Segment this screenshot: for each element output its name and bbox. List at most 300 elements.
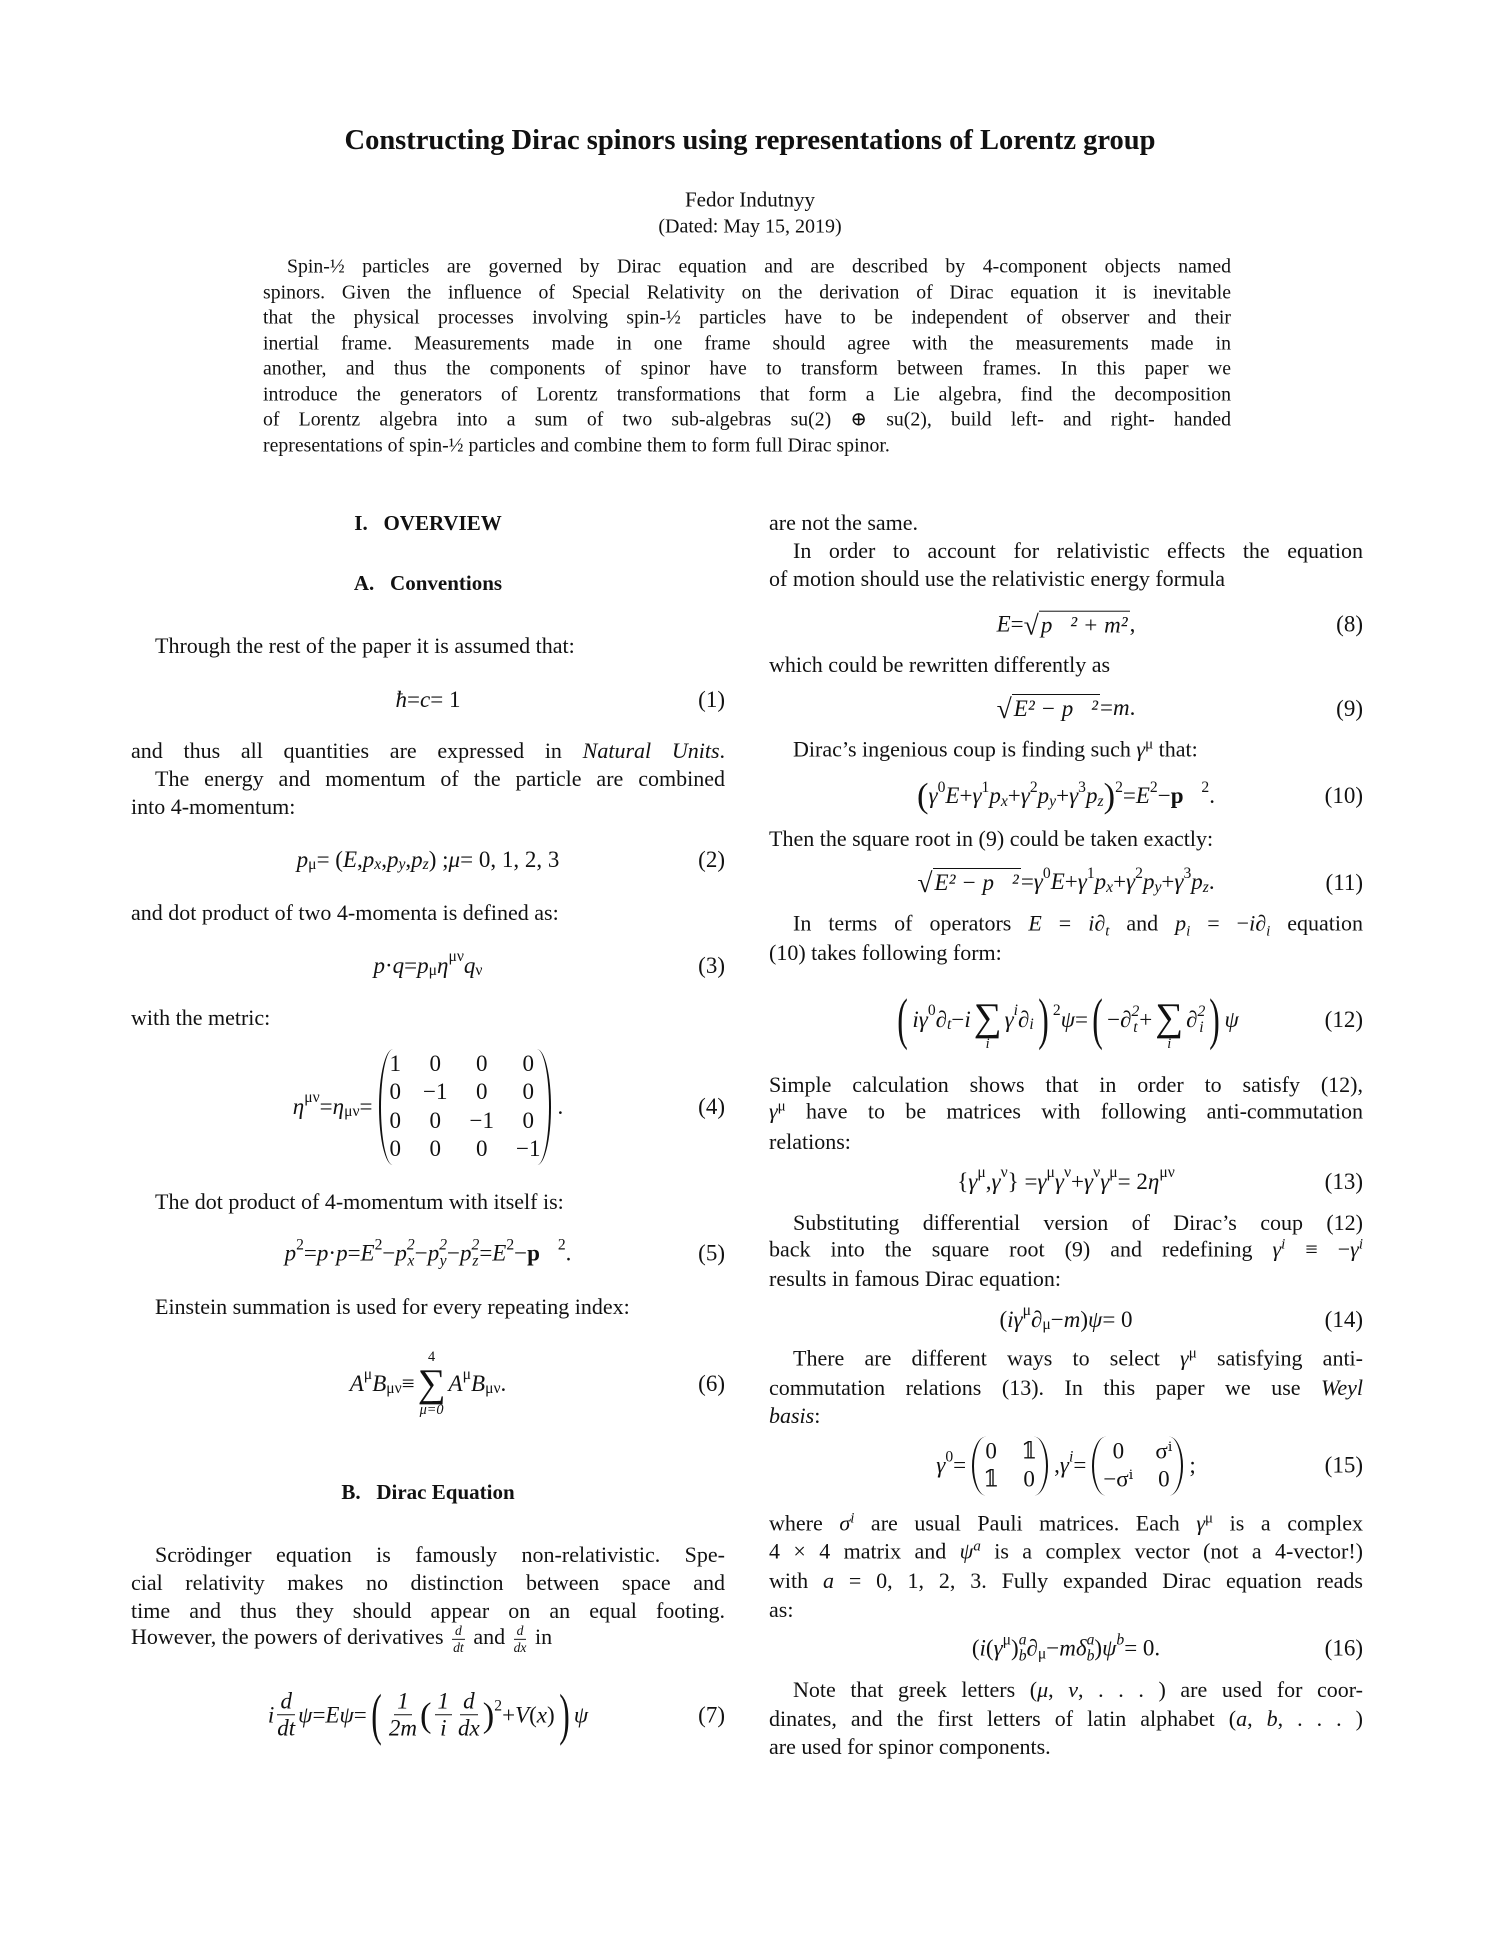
square-root [997, 694, 1100, 723]
author-name: Fedor Indutnyy [684, 187, 816, 212]
math-run: γ [1037, 1169, 1047, 1194]
math-run: μ [1002, 1631, 1012, 1649]
text-run: is a complex vector (not a 4-vector!) [980, 1538, 1363, 1564]
equation-number: (12) [1324, 1007, 1363, 1032]
math-run: μ [1037, 1677, 1049, 1702]
math-run: 0 [937, 778, 946, 796]
math-run: i [1266, 923, 1271, 940]
math-run: i [1249, 910, 1256, 936]
text-run: = [1073, 1453, 1087, 1478]
equation-number: (6) [698, 1371, 725, 1396]
text-run: ≡ [401, 1371, 415, 1396]
equation-body [999, 1302, 1133, 1334]
math-run: η [332, 1094, 345, 1119]
math-run: a [1236, 1706, 1248, 1731]
equation-body [917, 776, 1215, 815]
text-run: 4 × 4 matrix and [769, 1538, 960, 1564]
paragraph-line [769, 1705, 1363, 1733]
text-run: } = [1007, 1169, 1038, 1194]
text-run: ) [547, 1702, 555, 1727]
text-run: ( [985, 1636, 994, 1661]
paragraph-line: are not the same. [769, 510, 919, 535]
text-run: = 2 [1117, 1169, 1148, 1194]
math-run: 2 [1052, 1002, 1061, 1020]
matrix-cell: 1 [389, 1051, 401, 1077]
text-run: + [959, 783, 973, 808]
math-run: E [1050, 869, 1065, 895]
paragraph-line: Simple calculation shows that in order to satisfy (12), [769, 1072, 1363, 1097]
math-run: p [460, 1241, 472, 1266]
math-run: p [1191, 869, 1203, 895]
math-run: γ [769, 1098, 778, 1124]
math-run: E [1135, 783, 1150, 808]
math-run: z [1097, 792, 1104, 810]
matrix [379, 1049, 552, 1165]
paragraph-line [131, 1623, 725, 1655]
text-run: ; [1189, 1453, 1196, 1478]
math-run: μ [462, 1366, 471, 1384]
sub-superscript [472, 1238, 480, 1271]
text-run: Dirac’s ingenious coup is finding such [793, 736, 1137, 762]
text-run: − [514, 1241, 528, 1266]
text-run: ) [1080, 1307, 1089, 1332]
text-run: − [414, 1241, 428, 1266]
matrix-cell: 0 [475, 1136, 488, 1162]
sum-lower-limit: μ=0 [419, 1402, 444, 1419]
text-run: , [357, 847, 363, 872]
paragraph-line [769, 1567, 1363, 1595]
math-run: B [471, 1371, 486, 1396]
equation-number: (13) [1324, 1169, 1363, 1194]
paragraph-line [769, 1345, 1363, 1376]
abstract-line: introduce the generators of Lorentz transformations that form a Lie algebra, find the decomposition [263, 383, 1231, 405]
math-run: γ [1100, 1169, 1110, 1194]
math-run: η [437, 953, 449, 978]
equation-body [893, 989, 1239, 1051]
equation [769, 1164, 1363, 1195]
text-run: Note that greek letters ( [793, 1677, 1038, 1702]
equation-number: (9) [1336, 696, 1363, 721]
math-run: 0 [945, 1448, 954, 1466]
math-run: b [1116, 1631, 1125, 1649]
matrix-cell: 0 [1112, 1438, 1125, 1464]
fraction [452, 1623, 465, 1655]
matrix [1092, 1437, 1183, 1496]
math-run: E [492, 1241, 507, 1266]
text-run: dinates, and the first letters of latin alphabet ( [769, 1706, 1237, 1731]
matrix-cell: 0 [389, 1079, 401, 1105]
denominator: dx [513, 1639, 527, 1655]
text-run: . [565, 1241, 572, 1266]
math-run: p [386, 847, 399, 872]
paragraph-line [769, 1236, 1363, 1267]
equation [769, 1633, 1363, 1666]
text-run: = 0. [1124, 1636, 1161, 1661]
summation [974, 989, 1002, 1051]
text-run: + [1139, 1007, 1153, 1032]
math-run: γ [918, 1007, 928, 1032]
math-run: γ [1180, 1345, 1189, 1371]
parenthesis: ) [1103, 776, 1116, 815]
matrix-cell: 0 [522, 1051, 534, 1077]
math-run: 0 [927, 1002, 936, 1020]
text-run: = [347, 1241, 361, 1266]
math-run: E [945, 783, 960, 808]
math-run: 2 [1135, 864, 1143, 882]
text-run: ∂ [1186, 1007, 1198, 1032]
matrix-cell: 0 [475, 1079, 488, 1105]
text-run: = − [1190, 910, 1250, 936]
text-run: + [1007, 783, 1021, 808]
dated-line: (Dated: May 15, 2019) [658, 215, 842, 238]
text-run: and thus all quantities are expressed in [131, 738, 583, 763]
equation-body [373, 948, 483, 980]
equation-body [917, 864, 1215, 898]
math-run: x [536, 1702, 548, 1727]
subscript: x [407, 1253, 415, 1270]
math-run: μ [1037, 1645, 1047, 1663]
math-run: Natural Units [582, 738, 720, 763]
math-run: i [1358, 1236, 1363, 1253]
text-run: = [353, 1702, 367, 1727]
radical-sign-icon: √ [917, 867, 933, 898]
paragraph-line: Through the rest of the paper it is assumed that: [155, 633, 575, 658]
equation-body [396, 687, 461, 713]
text-run: commutation relations (13). In this paper we use [769, 1375, 1322, 1400]
sum-upper-limit: 4 [428, 1349, 436, 1366]
text-run: = [479, 1241, 493, 1266]
paragraph-line: which could be rewritten differently as [769, 652, 1111, 677]
math-run: i [912, 1007, 919, 1032]
subscript: b [1018, 1648, 1027, 1665]
equation-body [957, 1164, 1175, 1195]
fraction [435, 1688, 453, 1742]
matrix-cell: 0 [429, 1108, 441, 1133]
math-run: μ [1022, 1302, 1031, 1320]
paragraph-line: The dot product of 4-momentum with itself is: [155, 1189, 564, 1214]
denominator: dt [277, 1715, 296, 1741]
text-run: = [404, 953, 418, 978]
paragraph-line [769, 910, 1363, 941]
text-run: = [407, 687, 421, 712]
summation [418, 1350, 446, 1418]
math-run: μν [448, 948, 464, 966]
math-run: ψ [1102, 1636, 1117, 1661]
math-run: i [1281, 1236, 1286, 1253]
text-run: + [1064, 869, 1078, 895]
math-run: p [336, 1241, 348, 1266]
math-run: γ [991, 1169, 1001, 1194]
math-run: x [1106, 878, 1114, 896]
text-run: . [1208, 869, 1215, 895]
math-run: q [463, 953, 476, 978]
math-run: ν [1063, 1164, 1072, 1182]
math-run: i [1013, 1002, 1019, 1020]
abstract-line: Spin-½ particles are governed by Dirac equation and are described by 4-component objects named [287, 255, 1231, 278]
equation-number: (2) [698, 847, 725, 872]
text-run: = [1010, 612, 1024, 637]
text-run: = 0 [1102, 1307, 1133, 1332]
math-run: E [996, 612, 1011, 637]
math-run: t [1105, 923, 1110, 940]
superscript: a [1018, 1631, 1027, 1649]
text-run: + [1071, 1169, 1085, 1194]
math-run: μ [1109, 1164, 1118, 1182]
math-run: p [1175, 910, 1187, 936]
paragraph-line [769, 1374, 1363, 1402]
math-run: 2 [374, 1236, 383, 1254]
math-run: A [448, 1371, 463, 1396]
numerator: d [514, 1623, 527, 1640]
math-run: Weyl [1321, 1375, 1363, 1400]
paragraph-line: are used for spinor components. [769, 1734, 1051, 1759]
text-run: There are different ways to select [793, 1345, 1181, 1371]
abstract-line: representations of spin-½ particles and combine them to form full Dirac spinor. [263, 434, 890, 456]
text-run: ∂ [935, 1007, 948, 1032]
parenthesis: ( [420, 1695, 432, 1734]
math-run: i [1186, 923, 1191, 940]
matrix-cell: 𝟙 [1021, 1438, 1038, 1464]
equation-body [936, 1437, 1195, 1496]
math-run: E [325, 1702, 340, 1727]
equation [769, 989, 1363, 1051]
math-run: A [349, 1371, 364, 1396]
sum-lower-limit: i [1167, 1035, 1172, 1052]
text-run: where [769, 1510, 840, 1536]
equation-body [285, 1238, 572, 1271]
square-root [917, 868, 1020, 897]
math-run: γ [1004, 1007, 1014, 1032]
subscript: i [1199, 1019, 1204, 1036]
math-run: γ [1054, 1169, 1064, 1194]
math-run: p [411, 847, 423, 872]
math-run: E [342, 847, 358, 872]
math-run: 1 [1086, 864, 1095, 882]
fraction [458, 1688, 480, 1742]
parenthesis: ) [1038, 988, 1049, 1052]
fraction [389, 1688, 417, 1742]
math-run: b [1266, 1706, 1278, 1731]
text-run: have to be matrices with following anti-commutation [785, 1098, 1363, 1124]
equation [769, 1302, 1363, 1334]
numerator: 1 [394, 1688, 412, 1715]
numerator: d [452, 1623, 465, 1640]
equation [131, 948, 725, 980]
abstract-line: spinors. Given the influence of Special Relativity on the derivation of Dirac equation it is inevitable [263, 281, 1231, 303]
math-run: c [420, 687, 431, 712]
math-run: ψ [339, 1702, 354, 1727]
radicand: E² − p⃗² [934, 870, 1019, 895]
text-run: , . . . ) [1277, 1706, 1364, 1731]
subsection-heading-dirac-equation: B. Dirac Equation [341, 1480, 515, 1504]
matrix-cell: −1 [469, 1108, 494, 1133]
text-run: , [1129, 612, 1136, 637]
text-run: − [382, 1241, 396, 1266]
sub-superscript [1019, 1633, 1027, 1666]
superscript: 2 [439, 1236, 448, 1254]
matrix-cell: 0 [429, 1136, 441, 1162]
text-run: = [312, 1702, 326, 1727]
equation [131, 1683, 725, 1747]
equation [769, 864, 1363, 898]
paragraph-line: Scrödinger equation is famously non-relativistic. Spe- [155, 1542, 725, 1567]
text-run: . [1129, 695, 1136, 721]
numerator: d [277, 1688, 295, 1715]
text-run: However, the powers of derivatives [131, 1624, 450, 1650]
math-run: γ [993, 1636, 1003, 1661]
text-run: : [814, 1403, 821, 1428]
text-run: − [1157, 783, 1171, 808]
parenthesis: ) [558, 1683, 570, 1747]
equation-body [297, 847, 560, 873]
math-run: μν [386, 1380, 402, 1398]
sub-superscript [1087, 1633, 1095, 1666]
equation [769, 1437, 1363, 1496]
text-run: ( [999, 1307, 1008, 1332]
parenthesis: ( [1092, 988, 1103, 1052]
math-run: γ [1020, 783, 1030, 808]
abstract-line: inertial frame. Measurements made in one frame should agree with the measurements made in [263, 332, 1231, 354]
math-run: η [292, 1094, 305, 1119]
text-run: · [328, 1241, 337, 1266]
text-run: , [1247, 1706, 1267, 1731]
text-run: that: [1153, 736, 1198, 762]
text-run: + [1161, 869, 1175, 895]
numerator: d [460, 1688, 478, 1715]
math-run: μ [777, 1098, 786, 1115]
math-run: γ [1126, 869, 1136, 895]
text-run: . [500, 1371, 507, 1396]
math-run: z [1202, 878, 1209, 896]
text-run: + [1056, 783, 1070, 808]
math-run: 2 [506, 1236, 515, 1254]
matrix-cell: 0 [475, 1051, 488, 1077]
math-run: 0 [1042, 864, 1051, 882]
equation-number: (10) [1324, 783, 1363, 808]
math-run: γ [1059, 1453, 1069, 1478]
abstract-line: that the physical processes involving spin-½ particles have to be independent of observer and their [263, 306, 1231, 329]
math-run: p [427, 1241, 440, 1266]
paragraph-line: Then the square root in (9) could be taken exactly: [769, 826, 1214, 851]
equation-number: (14) [1324, 1307, 1363, 1332]
math-run: γ [1033, 869, 1043, 895]
equation-body [267, 1683, 589, 1747]
text-run: = 0, 1, 2, 3 [460, 847, 560, 872]
text-run: = ( [316, 847, 343, 872]
text-run: ) [1094, 1636, 1103, 1661]
math-run: m [1059, 1636, 1076, 1661]
math-run: ħ [395, 687, 408, 712]
subscript: b [1086, 1648, 1095, 1665]
math-run: μν [485, 1380, 501, 1398]
math-run: p [296, 847, 309, 872]
sigma-icon: ∑ [1155, 995, 1184, 1039]
equation [769, 694, 1363, 724]
equation [769, 776, 1363, 815]
sub-superscript [407, 1238, 415, 1271]
math-run: x [1000, 792, 1008, 810]
equation-body [350, 1350, 507, 1418]
subscript: z [472, 1253, 479, 1270]
math-run: δ [1075, 1636, 1087, 1661]
text-run: = [953, 1453, 967, 1478]
equation-number: (1) [698, 687, 725, 712]
fraction [514, 1623, 527, 1655]
math-run: σ [839, 1510, 851, 1536]
text-run: equation [1270, 910, 1363, 936]
text-run: − [447, 1241, 460, 1266]
text-run: = [1075, 1007, 1088, 1032]
equation-body [997, 694, 1136, 723]
math-run: p [1094, 869, 1107, 895]
math-run: y [398, 856, 406, 874]
text-run: , [985, 1169, 992, 1194]
math-run: m [1063, 1307, 1081, 1332]
equation-number: (8) [1336, 612, 1363, 637]
math-run: p [316, 1241, 329, 1266]
paragraph-line: Substituting differential version of Dirac’s coup (12) [793, 1210, 1363, 1235]
math-run: p [417, 953, 429, 978]
math-run: μ [1205, 1510, 1214, 1527]
text-run: = [319, 1094, 333, 1119]
math-run: ν [1068, 1677, 1079, 1702]
paragraph-line: Einstein summation is used for every repeating index: [155, 1294, 630, 1319]
matrix-cell: 0 [389, 1136, 401, 1162]
text-run: In terms of operators [793, 910, 1029, 936]
math-run: ν [475, 962, 483, 980]
text-run: −∂ [1107, 1007, 1132, 1032]
radicand: E² − p⃗² [1013, 696, 1099, 721]
text-run: , [1048, 1677, 1069, 1702]
text-run: ( [529, 1702, 537, 1727]
superscript: 2 [406, 1236, 415, 1254]
equation [769, 611, 1363, 640]
equation [131, 1350, 725, 1418]
denominator: 2m [388, 1715, 418, 1741]
math-run: γ [1272, 1236, 1282, 1262]
math-run: ψ [1088, 1307, 1103, 1332]
text-run: and [467, 1624, 511, 1650]
abstract-line: another, and thus the components of spinor have to transform between frames. In this paper we [263, 357, 1231, 380]
paragraph-line: (10) takes following form: [769, 940, 1002, 965]
text-run: + [502, 1702, 516, 1727]
equation [131, 1049, 725, 1165]
denominator: dx [458, 1715, 480, 1741]
math-run: x [374, 856, 382, 874]
math-run: μ [428, 962, 438, 980]
math-run: μ [1145, 736, 1154, 753]
section-heading-overview: I. OVERVIEW [354, 511, 502, 535]
matrix-cell: 0 [522, 1079, 534, 1105]
sum-lower-limit: i [985, 1035, 990, 1052]
math-run: p [1085, 783, 1098, 808]
equation-number: (15) [1324, 1453, 1363, 1478]
text-run: and [1109, 910, 1176, 936]
math-run: γ [972, 783, 982, 808]
text-run: . [1209, 783, 1215, 808]
math-run: i [1088, 910, 1095, 936]
math-run: ψ [298, 1702, 313, 1727]
math-run: γ [1196, 1510, 1206, 1536]
math-run: 2 [1149, 778, 1158, 796]
parenthesis: ( [897, 988, 909, 1052]
math-run: γ [1136, 736, 1146, 762]
numerator: 1 [435, 1688, 453, 1715]
paragraph-line: results in famous Dirac equation: [769, 1266, 1062, 1291]
math-run: y [1154, 878, 1162, 896]
text-run: = [359, 1094, 373, 1119]
sub-superscript [439, 1238, 447, 1271]
